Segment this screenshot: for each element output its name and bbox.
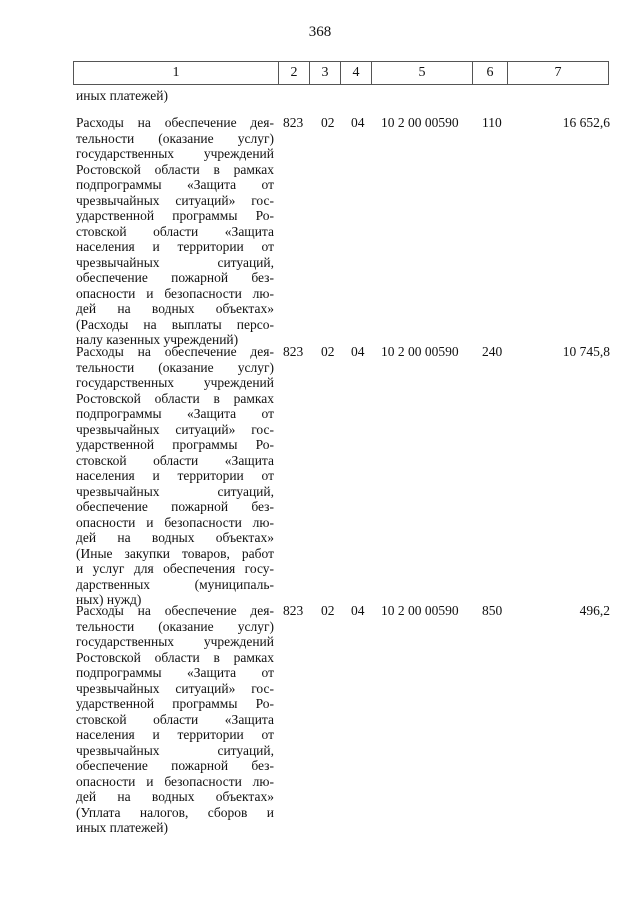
column-header-6: 6	[473, 62, 508, 85]
description-line: подпрограммы «Защита от	[76, 665, 274, 680]
subsection-code: 04	[351, 603, 365, 618]
page-number: 368	[308, 24, 332, 40]
amount: 10 745,8	[562, 344, 610, 359]
target-article-code: 10 2 00 00590	[381, 115, 459, 130]
column-header-3: 3	[310, 62, 341, 85]
description-line: (Уплата налогов, сборов и	[76, 804, 274, 820]
description-line: иных платежей)	[76, 820, 169, 835]
description-line: чрезвычайных ситуаций» гос-	[76, 680, 274, 696]
description-line: (Иные закупки товаров, работ	[76, 545, 274, 561]
row-description	[76, 115, 274, 348]
row-description	[76, 603, 274, 836]
description-line: государственных учреждений	[76, 146, 274, 161]
description-line: государственных учреждений	[76, 634, 274, 649]
description-line: ударственной программы Ро-	[76, 208, 274, 223]
description-line: дей на водных объектах»	[76, 301, 274, 316]
description-line: и услуг для обеспечения госу-	[76, 561, 274, 576]
description-line: обеспечение пожарной без-	[76, 270, 274, 285]
amount: 496,2	[579, 603, 610, 618]
section-code: 02	[321, 603, 335, 618]
continuation-text: иных платежей)	[76, 88, 169, 103]
expense-type-code: 850	[482, 603, 503, 618]
description-line: ных) нужд)	[76, 592, 142, 607]
ministry-code: 823	[283, 115, 304, 130]
column-header-table	[73, 61, 609, 85]
column-header-row	[74, 62, 609, 85]
description-line: Расходы на обеспечение дея-	[76, 344, 274, 359]
target-article-code: 10 2 00 00590	[381, 344, 459, 359]
ministry-code: 823	[283, 603, 304, 618]
description-line: чрезвычайных ситуаций,	[76, 742, 274, 758]
column-header-1: 1	[74, 62, 279, 85]
target-article-code: 10 2 00 00590	[381, 603, 459, 618]
description-line: населения и территории от	[76, 239, 274, 254]
description-line: Ростовской области в рамках	[76, 161, 274, 177]
description-line: Расходы на обеспечение дея-	[76, 603, 274, 618]
description-line: стовской области «Защита	[76, 711, 274, 727]
description-line: тельности (оказание услуг)	[76, 359, 274, 375]
description-line: обеспечение пожарной без-	[76, 499, 274, 514]
description-line: дей на водных объектах»	[76, 530, 274, 545]
row-description	[76, 344, 274, 608]
description-line: чрезвычайных ситуаций,	[76, 254, 274, 270]
description-line: государственных учреждений	[76, 375, 274, 390]
description-line: Расходы на обеспечение дея-	[76, 115, 274, 130]
expense-type-code: 240	[482, 344, 503, 359]
description-line: населения и территории от	[76, 468, 274, 483]
description-line: опасности и безопасности лю-	[76, 285, 274, 301]
description-line: ударственной программы Ро-	[76, 437, 274, 452]
description-line: подпрограммы «Защита от	[76, 406, 274, 421]
expense-type-code: 110	[482, 115, 502, 130]
description-line: чрезвычайных ситуаций» гос-	[76, 192, 274, 208]
description-line: дарственных (муниципаль-	[76, 576, 274, 592]
description-line: стовской области «Защита	[76, 452, 274, 468]
description-line: опасности и безопасности лю-	[76, 514, 274, 530]
amount: 16 652,6	[562, 115, 610, 130]
subsection-code: 04	[351, 344, 365, 359]
column-header-7: 7	[508, 62, 609, 85]
description-line: населения и территории от	[76, 727, 274, 742]
section-code: 02	[321, 115, 335, 130]
subsection-code: 04	[351, 115, 365, 130]
description-line: опасности и безопасности лю-	[76, 773, 274, 789]
column-header-4: 4	[341, 62, 372, 85]
description-line: дей на водных объектах»	[76, 789, 274, 804]
description-line: подпрограммы «Защита от	[76, 177, 274, 192]
section-code: 02	[321, 344, 335, 359]
description-line: чрезвычайных ситуаций,	[76, 483, 274, 499]
column-header-2: 2	[279, 62, 310, 85]
description-line: чрезвычайных ситуаций» гос-	[76, 421, 274, 437]
description-line: обеспечение пожарной без-	[76, 758, 274, 773]
ministry-code: 823	[283, 344, 304, 359]
description-line: ударственной программы Ро-	[76, 696, 274, 711]
description-line: Ростовской области в рамках	[76, 649, 274, 665]
description-line: (Расходы на выплаты персо-	[76, 316, 274, 332]
description-line: тельности (оказание услуг)	[76, 130, 274, 146]
description-line: тельности (оказание услуг)	[76, 618, 274, 634]
description-line: Ростовской области в рамках	[76, 390, 274, 406]
description-line: стовской области «Защита	[76, 223, 274, 239]
column-header-5: 5	[372, 62, 473, 85]
description-line: налу казенных учреждений)	[76, 332, 239, 347]
